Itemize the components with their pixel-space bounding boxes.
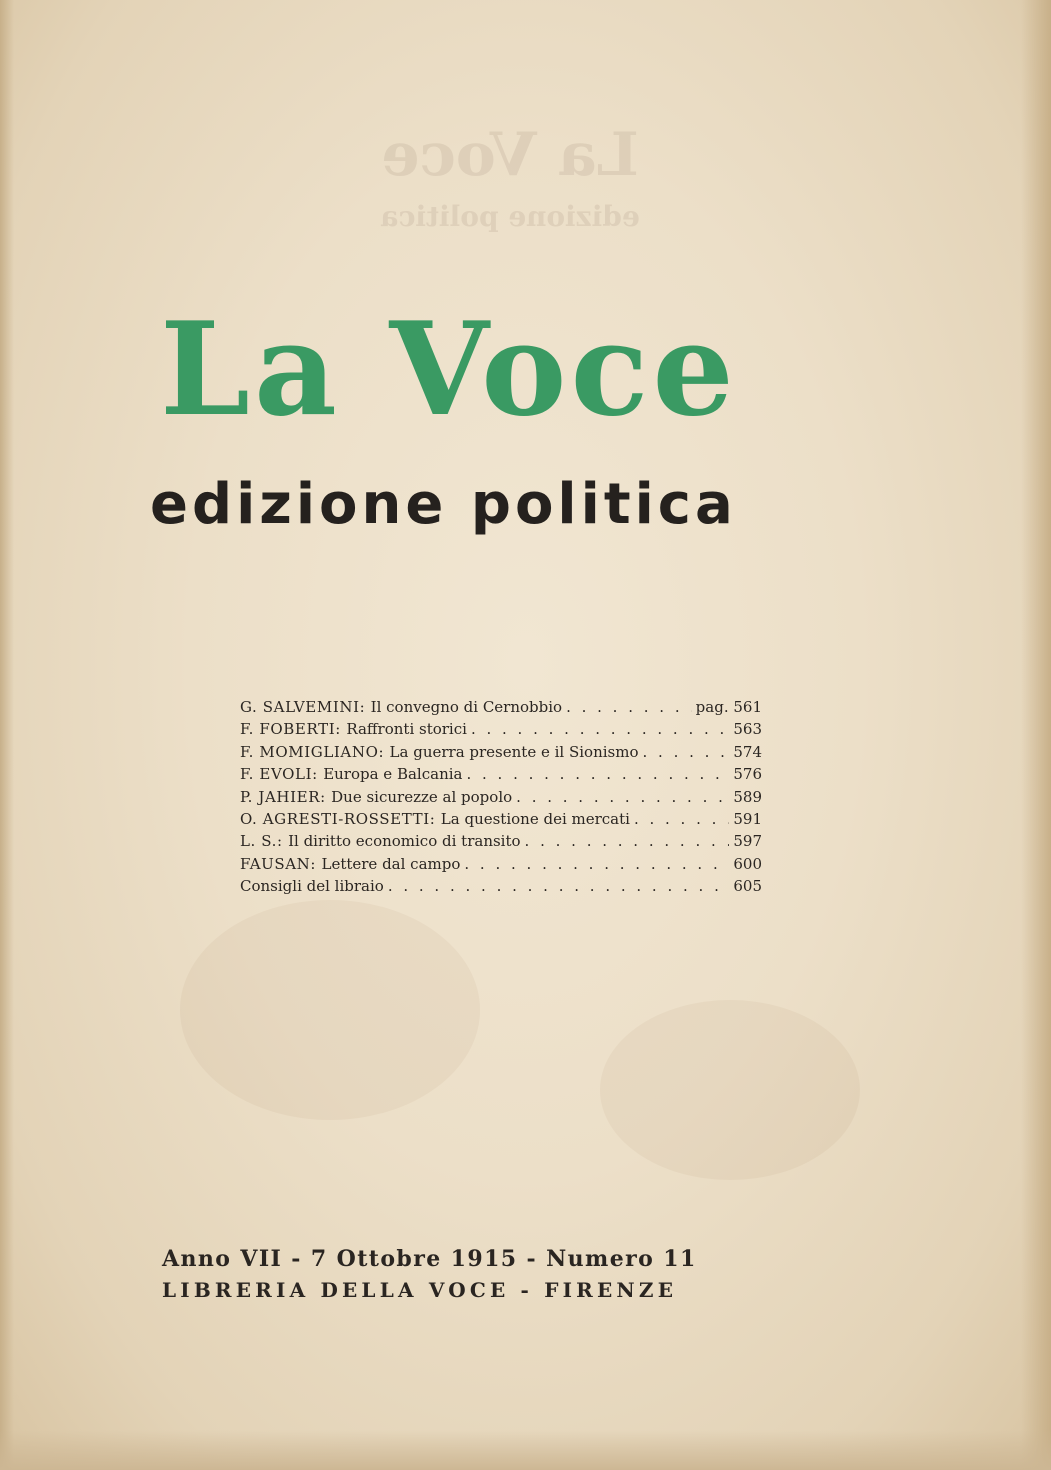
toc-leader-dots <box>462 763 729 785</box>
toc-entry <box>240 718 762 740</box>
toc-author: P. JAHIER <box>240 787 321 806</box>
toc-page-number: 600 <box>733 854 762 873</box>
toc-page-number: 605 <box>733 877 762 896</box>
toc-title: Due sicurezze al popolo <box>331 787 513 806</box>
toc-page-number: 574 <box>733 742 762 761</box>
paper-edge-right <box>1021 0 1051 1470</box>
toc-page-number: 591 <box>733 810 762 829</box>
toc-author: G. SALVEMINI <box>240 698 360 716</box>
toc-leader-dots <box>384 875 730 897</box>
toc-entry <box>240 696 762 718</box>
toc-author: F. MOMIGLIANO <box>240 742 379 761</box>
toc-title: La guerra presente e il Sionismo <box>389 742 639 761</box>
toc-leader-dots <box>521 830 730 852</box>
paper-stain <box>600 1000 860 1180</box>
toc-leader-dots <box>630 808 729 830</box>
toc-leader-dots <box>460 853 729 875</box>
toc-separator: : <box>312 765 318 784</box>
toc-separator: : <box>359 698 365 716</box>
publisher-line: LIBRERIA DELLA VOCE - FIRENZE <box>162 1278 678 1302</box>
toc-page-number: 589 <box>733 787 762 806</box>
toc-title: Lettere dal campo <box>321 854 461 873</box>
toc-separator: : <box>429 810 435 829</box>
toc-separator: : <box>277 832 283 851</box>
toc-author: O. AGRESTI-ROSSETTI <box>240 810 430 829</box>
toc-leader-dots <box>467 718 729 740</box>
toc-author: L. S. <box>240 832 278 851</box>
toc-page-number: 597 <box>733 832 762 851</box>
toc-separator: : <box>310 854 316 873</box>
masthead-subtitle: edizione politica <box>150 472 737 537</box>
toc-title: Raffronti storici <box>346 720 467 739</box>
toc-separator: : <box>378 742 384 761</box>
toc-separator: : <box>335 720 341 739</box>
paper-edge-bottom <box>0 1430 1051 1470</box>
toc-entry <box>240 808 762 830</box>
toc-entry <box>240 741 762 763</box>
toc-entry <box>240 763 762 785</box>
toc-title: Il diritto economico di transito <box>288 832 521 851</box>
toc-title: La questione dei mercati <box>440 810 630 829</box>
show-through-text <box>320 120 700 233</box>
masthead-title: La Voce <box>160 295 738 445</box>
toc-entry <box>240 830 762 852</box>
paper-stain <box>180 900 480 1120</box>
show-through-subtitle: edizione politica <box>380 200 640 233</box>
toc-title: Europa e Balcania <box>323 765 463 784</box>
toc-leader-dots <box>562 696 692 718</box>
toc-entry <box>240 875 762 897</box>
toc-title: Il convegno di Cernobbio <box>370 698 563 716</box>
toc-author: F. EVOLI <box>240 765 313 784</box>
issue-line: Anno VII - 7 Ottobre 1915 - Numero 11 <box>162 1246 697 1272</box>
toc-leader-dots <box>512 786 729 808</box>
paper-edge-left <box>0 0 14 1470</box>
table-of-contents <box>240 696 762 898</box>
toc-leader-dots <box>639 741 730 763</box>
toc-entry <box>240 786 762 808</box>
toc-author: F. FOBERTI <box>240 720 336 739</box>
toc-page-number: 576 <box>733 765 762 784</box>
toc-page-number: 563 <box>733 720 762 739</box>
toc-separator: : <box>320 787 326 806</box>
toc-title: Consigli del libraio <box>240 877 384 896</box>
show-through-title: La Voce <box>381 120 639 190</box>
toc-page-number: pag. 561 <box>695 698 762 716</box>
toc-entry <box>240 853 762 875</box>
toc-author: FAUSAN <box>240 854 311 873</box>
